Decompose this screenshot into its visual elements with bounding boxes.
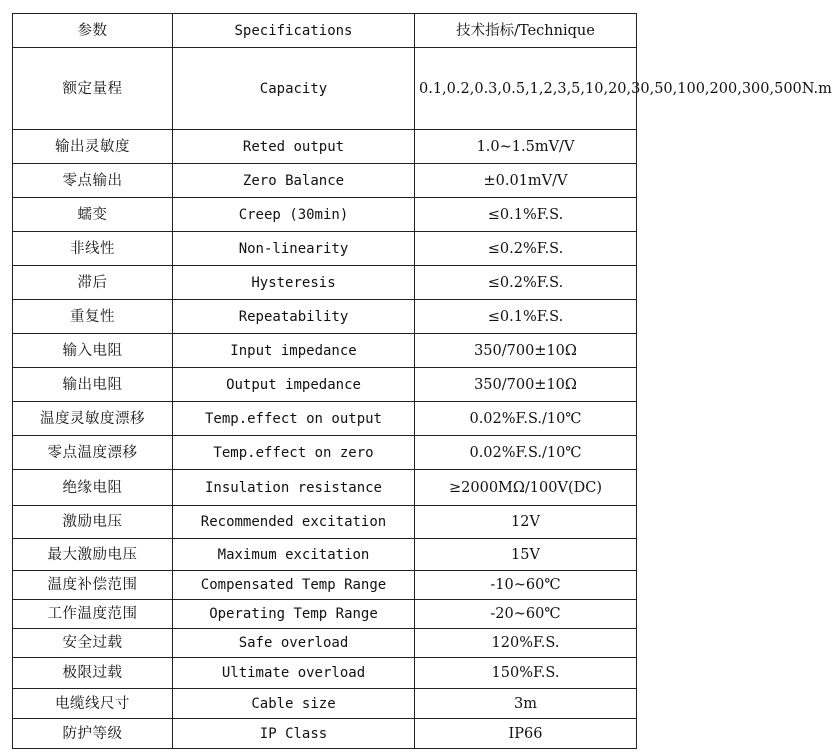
value-cell: 12V: [415, 506, 637, 539]
parameter-cell: 最大激励电压: [13, 539, 173, 571]
header-specifications: Specifications: [173, 14, 415, 48]
parameter-cell: 蠕变: [13, 198, 173, 232]
spec-cell: Reted output: [173, 130, 415, 164]
spec-cell: Safe overload: [173, 629, 415, 658]
parameter-cell: 温度灵敏度漂移: [13, 402, 173, 436]
parameter-cell: 防护等级: [13, 719, 173, 749]
value-cell: ≤0.1%F.S.: [415, 300, 637, 334]
parameter-cell: 温度补偿范围: [13, 571, 173, 600]
spec-cell: Operating Temp Range: [173, 600, 415, 629]
spec-cell: Cable size: [173, 689, 415, 719]
value-cell: ±0.01mV/V: [415, 164, 637, 198]
value-cell: 3m: [415, 689, 637, 719]
value-cell: 120%F.S.: [415, 629, 637, 658]
table-row: [13, 402, 637, 436]
parameter-cell: 绝缘电阻: [13, 470, 173, 506]
specifications-table: [12, 13, 832, 749]
value-cell: 0.1,0.2,0.3,0.5,1,2,3,5,10,20,30,50,100,200,300,500N.m: [415, 48, 637, 130]
parameter-cell: 零点输出: [13, 164, 173, 198]
value-cell: ≤0.1%F.S.: [415, 198, 637, 232]
value-cell: ≤0.2%F.S.: [415, 232, 637, 266]
spec-cell: Creep (30min): [173, 198, 415, 232]
parameter-cell: 额定量程: [13, 48, 173, 130]
table-row: [13, 266, 637, 300]
value-cell: 150%F.S.: [415, 658, 637, 689]
spec-cell: IP Class: [173, 719, 415, 749]
parameter-cell: 激励电压: [13, 506, 173, 539]
table-row: [13, 506, 637, 539]
spec-cell: Temp.effect on output: [173, 402, 415, 436]
parameter-cell: 输出灵敏度: [13, 130, 173, 164]
table-row: [13, 232, 637, 266]
value-cell: 0.02%F.S./10℃: [415, 402, 637, 436]
parameter-cell: 电缆线尺寸: [13, 689, 173, 719]
spec-cell: Maximum excitation: [173, 539, 415, 571]
parameter-cell: 滞后: [13, 266, 173, 300]
table-header-row: [13, 14, 637, 48]
spec-cell: Output impedance: [173, 368, 415, 402]
table-row: [13, 48, 637, 130]
table-row: [13, 571, 637, 600]
parameter-cell: 非线性: [13, 232, 173, 266]
table-row: [13, 470, 637, 506]
value-cell: IP66: [415, 719, 637, 749]
parameter-cell: 安全过载: [13, 629, 173, 658]
parameter-cell: 输入电阻: [13, 334, 173, 368]
value-cell: 350/700±10Ω: [415, 334, 637, 368]
spec-cell: Recommended excitation: [173, 506, 415, 539]
value-cell: -20~60℃: [415, 600, 637, 629]
spec-cell: Insulation resistance: [173, 470, 415, 506]
table-row: [13, 164, 637, 198]
table-row: [13, 658, 637, 689]
spec-cell: Non-linearity: [173, 232, 415, 266]
parameter-cell: 输出电阻: [13, 368, 173, 402]
table-row: [13, 600, 637, 629]
spec-cell: Zero Balance: [173, 164, 415, 198]
value-cell: 15V: [415, 539, 637, 571]
table-row: [13, 629, 637, 658]
table-row: [13, 368, 637, 402]
spec-cell: Input impedance: [173, 334, 415, 368]
spec-cell: Temp.effect on zero: [173, 436, 415, 470]
parameter-cell: 工作温度范围: [13, 600, 173, 629]
value-cell: -10~60℃: [415, 571, 637, 600]
table-row: [13, 130, 637, 164]
spec-cell: Repeatability: [173, 300, 415, 334]
value-cell: 0.02%F.S./10℃: [415, 436, 637, 470]
header-technique: 技术指标/Technique: [415, 14, 637, 48]
table-row: [13, 300, 637, 334]
parameter-cell: 重复性: [13, 300, 173, 334]
table-row: [13, 334, 637, 368]
spec-cell: Hysteresis: [173, 266, 415, 300]
table-row: [13, 719, 637, 749]
parameter-cell: 零点温度漂移: [13, 436, 173, 470]
table-row: [13, 539, 637, 571]
spec-cell: Ultimate overload: [173, 658, 415, 689]
table-row: [13, 689, 637, 719]
parameter-cell: 极限过载: [13, 658, 173, 689]
value-cell: ≥2000MΩ/100V(DC): [415, 470, 637, 506]
value-cell: ≤0.2%F.S.: [415, 266, 637, 300]
value-cell: 1.0~1.5mV/V: [415, 130, 637, 164]
spec-cell: Compensated Temp Range: [173, 571, 415, 600]
spec-cell: Capacity: [173, 48, 415, 130]
value-cell: 350/700±10Ω: [415, 368, 637, 402]
header-parameter: 参数: [13, 14, 173, 48]
table-row: [13, 198, 637, 232]
table-row: [13, 436, 637, 470]
